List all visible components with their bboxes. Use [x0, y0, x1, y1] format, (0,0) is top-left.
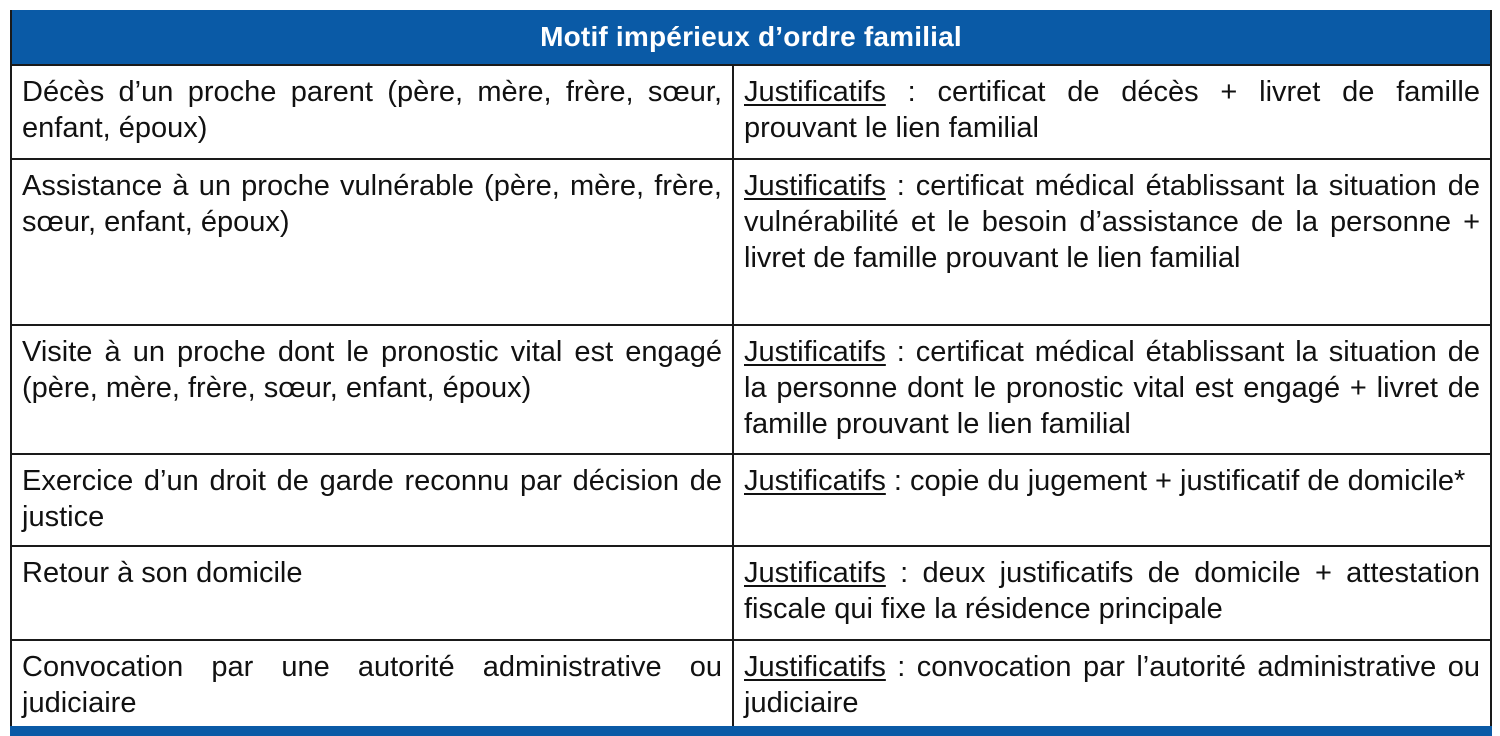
- justificatif-text: : certificat de décès + livret de famille prouvant le lien familial: [744, 76, 1480, 144]
- justificatif-cell: [734, 160, 1490, 324]
- justificatif-text: : convocation par l’autorité administrative ou judiciaire: [744, 651, 1480, 719]
- motif-cell: Visite à un proche dont le pronostic vital est engagé (père, mère, frère, sœur, enfant, époux): [12, 326, 734, 453]
- justificatif-cell: [734, 455, 1490, 545]
- table-title: Motif impérieux d’ordre familial: [540, 21, 962, 52]
- justificatif-text: : deux justificatifs de domicile + attestation fiscale qui fixe la résidence principale: [744, 557, 1480, 625]
- motif-cell: Assistance à un proche vulnérable (père, mère, frère, sœur, enfant, époux): [12, 160, 734, 324]
- motif-cell: Retour à son domicile: [12, 547, 734, 639]
- motif-cell: Convocation par une autorité administrative ou judiciaire: [12, 641, 734, 729]
- justificatif-text: : certificat médical établissant la situation de la personne dont le pronostic vital est engagé + livret de famille prouvant le lien familial: [744, 336, 1480, 440]
- table-row: [12, 326, 1490, 455]
- justificatif-label: Justificatifs: [744, 465, 886, 497]
- justificatif-cell: [734, 641, 1490, 729]
- justificatif-text: : certificat médical établissant la situation de vulnérabilité et le besoin d’assistance de la personne + livret de famille prouvant le lien familial: [744, 170, 1480, 274]
- justificatif-cell: [734, 66, 1490, 158]
- table-row: [12, 547, 1490, 641]
- justificatif-cell: [734, 547, 1490, 639]
- justificatif-label: Justificatifs: [744, 651, 886, 683]
- table-row: [12, 66, 1490, 160]
- table-row: [12, 641, 1490, 731]
- justificatif-cell: [734, 326, 1490, 453]
- justificatif-label: Justificatifs: [744, 170, 886, 202]
- justificatif-label: Justificatifs: [744, 557, 886, 589]
- table-row: [12, 160, 1490, 326]
- table-row: [12, 455, 1490, 547]
- justificatif-text: : copie du jugement + justificatif de domicile*: [885, 465, 1466, 497]
- motif-cell: Décès d’un proche parent (père, mère, frère, sœur, enfant, époux): [12, 66, 734, 158]
- motif-table: [10, 10, 1492, 731]
- justificatif-label: Justificatifs: [744, 76, 886, 108]
- motif-cell: Exercice d’un droit de garde reconnu par décision de justice: [12, 455, 734, 545]
- table-footer-bar: [10, 726, 1492, 736]
- justificatif-label: Justificatifs: [744, 336, 886, 368]
- table-header: [12, 10, 1490, 66]
